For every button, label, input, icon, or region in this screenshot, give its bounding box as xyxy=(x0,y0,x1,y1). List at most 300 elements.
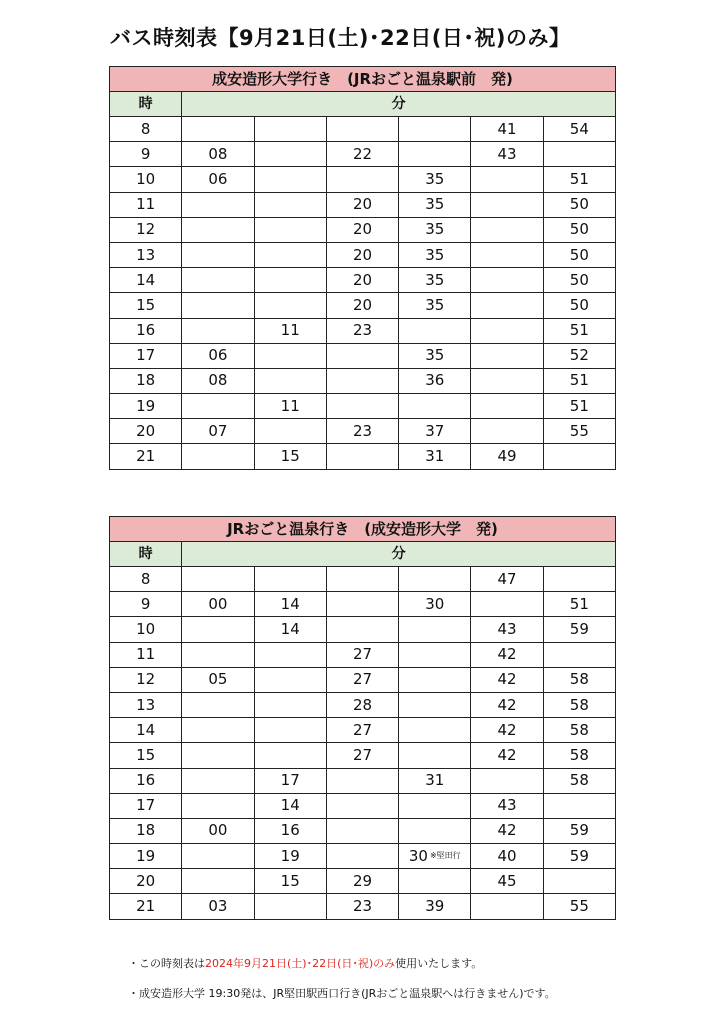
minute-cell xyxy=(326,567,398,592)
departure-minute: 51 xyxy=(569,594,589,613)
departure-minute: 58 xyxy=(569,670,589,689)
hour-cell: 13 xyxy=(110,692,182,717)
minute-cell xyxy=(399,642,471,667)
minute-cell xyxy=(182,667,254,692)
minute-cell xyxy=(254,444,326,469)
minute-cell xyxy=(543,869,615,894)
minute-cell xyxy=(326,318,398,343)
minute-cell xyxy=(471,217,543,242)
minute-cell xyxy=(471,368,543,393)
minute-cell xyxy=(326,293,398,318)
minute-cell xyxy=(182,818,254,843)
departure-minute: 35 xyxy=(425,169,445,188)
departure-minute: 42 xyxy=(497,645,517,664)
hour-cell: 19 xyxy=(110,844,182,869)
minute-cell xyxy=(254,318,326,343)
minute-cell xyxy=(543,567,615,592)
hour-cell: 14 xyxy=(110,268,182,293)
minute-cell xyxy=(254,667,326,692)
minute-cell xyxy=(543,793,615,818)
departure-minute: 08 xyxy=(208,144,228,163)
departure-minute: 42 xyxy=(497,670,517,689)
timetable-row xyxy=(110,692,616,717)
minute-column-header: 分 xyxy=(182,542,616,567)
departure-minute: 28 xyxy=(352,695,373,714)
destination-header: 成安造形大学行き (JRおごと温泉駅前 発) xyxy=(110,67,616,92)
departure-minute: 58 xyxy=(569,771,589,790)
hour-cell: 20 xyxy=(110,419,182,444)
minute-cell xyxy=(543,894,615,919)
hour-cell: 18 xyxy=(110,818,182,843)
minute-cell xyxy=(326,793,398,818)
timetable-to-station xyxy=(109,516,616,920)
minute-cell xyxy=(399,192,471,217)
minute-cell xyxy=(399,592,471,617)
minute-cell xyxy=(254,818,326,843)
departure-minute: 05 xyxy=(208,670,228,689)
minute-cell xyxy=(254,217,326,242)
timetable-row xyxy=(110,394,616,419)
minute-cell xyxy=(471,117,543,142)
departure-minute: 14 xyxy=(280,594,300,613)
timetable-row xyxy=(110,844,616,869)
departure-minute: 47 xyxy=(497,569,517,588)
minute-cell xyxy=(182,394,254,419)
minute-cell xyxy=(326,692,398,717)
minute-cell xyxy=(326,192,398,217)
departure-minute: 51 xyxy=(569,396,589,415)
hour-cell: 17 xyxy=(110,793,182,818)
timetable-row xyxy=(110,894,616,919)
departure-minute: 36 xyxy=(425,371,445,390)
minute-cell xyxy=(471,419,543,444)
minute-cell xyxy=(254,192,326,217)
departure-minute: 41 xyxy=(497,119,517,138)
minute-cell xyxy=(471,768,543,793)
timetable-row xyxy=(110,368,616,393)
minute-cell xyxy=(471,293,543,318)
minute-cell xyxy=(543,217,615,242)
minute-cell xyxy=(182,242,254,267)
minute-cell xyxy=(543,117,615,142)
hour-cell: 8 xyxy=(110,117,182,142)
minute-cell xyxy=(326,268,398,293)
minute-cell xyxy=(543,293,615,318)
hour-cell: 13 xyxy=(110,242,182,267)
minute-cell xyxy=(254,167,326,192)
hour-cell: 11 xyxy=(110,192,182,217)
minute-cell xyxy=(471,592,543,617)
minute-cell xyxy=(399,768,471,793)
timetable-row xyxy=(110,167,616,192)
footnote-prefix: ・この時刻表は xyxy=(128,957,205,970)
departure-minute: 03 xyxy=(208,897,228,916)
minute-cell xyxy=(254,368,326,393)
minute-cell xyxy=(182,617,254,642)
minute-cell xyxy=(399,242,471,267)
minute-cell xyxy=(254,567,326,592)
minute-cell xyxy=(326,217,398,242)
minute-cell xyxy=(399,318,471,343)
departure-minute: 17 xyxy=(280,771,300,790)
departure-minute: 08 xyxy=(208,371,228,390)
minute-cell xyxy=(543,419,615,444)
minute-cell xyxy=(254,142,326,167)
minute-cell xyxy=(182,718,254,743)
minute-cell xyxy=(543,743,615,768)
hour-cell: 12 xyxy=(110,217,182,242)
departure-minute: 27 xyxy=(352,645,373,664)
minute-cell xyxy=(471,343,543,368)
minute-cell xyxy=(543,142,615,167)
minute-cell xyxy=(543,768,615,793)
departure-minute: 54 xyxy=(569,119,589,138)
hour-cell: 15 xyxy=(110,293,182,318)
minute-cell xyxy=(254,343,326,368)
minute-cell xyxy=(399,268,471,293)
destination-row xyxy=(110,67,616,92)
timetable-row xyxy=(110,318,616,343)
timetable-to-university xyxy=(109,66,616,470)
minute-cell xyxy=(471,444,543,469)
column-header-row xyxy=(110,92,616,117)
departure-minute: 50 xyxy=(569,245,589,264)
departure-minute: 30 xyxy=(425,594,445,613)
departure-minute: 51 xyxy=(569,371,589,390)
timetable-row xyxy=(110,444,616,469)
departure-minute: 14 xyxy=(280,796,300,815)
minute-cell xyxy=(399,293,471,318)
departure-minute: 20 xyxy=(352,195,373,214)
departure-minute: 43 xyxy=(497,619,517,638)
departure-minute: 55 xyxy=(569,897,589,916)
departure-minute: 51 xyxy=(569,169,589,188)
minute-cell xyxy=(471,192,543,217)
minute-cell xyxy=(182,419,254,444)
minute-cell xyxy=(326,242,398,267)
timetable-row xyxy=(110,768,616,793)
minute-cell xyxy=(182,142,254,167)
departure-minute: 23 xyxy=(352,897,373,916)
departure-minute: 35 xyxy=(425,220,445,239)
timetable-row xyxy=(110,718,616,743)
minute-cell xyxy=(326,617,398,642)
departure-minute: 29 xyxy=(352,871,373,890)
footnote-highlight-dates: 2024年9月21日(土)･22日(日･祝)のみ xyxy=(205,957,396,970)
departure-minute: 15 xyxy=(280,871,300,890)
departure-minute: 11 xyxy=(280,321,300,340)
hour-cell: 10 xyxy=(110,617,182,642)
minute-cell xyxy=(254,242,326,267)
minute-cell xyxy=(543,192,615,217)
page-title: バス時刻表【9月21日(土)･22日(日･祝)のみ】 xyxy=(110,26,571,50)
hour-cell: 21 xyxy=(110,894,182,919)
departure-minute: 37 xyxy=(425,421,445,440)
minute-cell xyxy=(471,242,543,267)
minute-cell xyxy=(471,394,543,419)
hour-cell: 15 xyxy=(110,743,182,768)
minute-cell xyxy=(543,818,615,843)
timetable-row xyxy=(110,192,616,217)
minute-cell xyxy=(399,869,471,894)
minute-cell xyxy=(326,343,398,368)
minute-cell xyxy=(543,718,615,743)
footnotes xyxy=(128,958,556,1018)
minute-cell xyxy=(399,368,471,393)
hour-cell: 14 xyxy=(110,718,182,743)
minute-cell xyxy=(326,743,398,768)
hour-column-header: 時 xyxy=(110,542,182,567)
hour-cell: 12 xyxy=(110,667,182,692)
minute-cell xyxy=(182,318,254,343)
minute-cell xyxy=(182,368,254,393)
departure-minute: 35 xyxy=(425,195,445,214)
minute-cell xyxy=(399,567,471,592)
minute-cell xyxy=(543,268,615,293)
hour-cell: 9 xyxy=(110,592,182,617)
timetable-row xyxy=(110,293,616,318)
timetable-row xyxy=(110,818,616,843)
minute-cell xyxy=(471,844,543,869)
minute-cell xyxy=(471,894,543,919)
minute-cell xyxy=(543,368,615,393)
minute-cell xyxy=(254,592,326,617)
minute-cell xyxy=(543,592,615,617)
minute-cell xyxy=(471,642,543,667)
minute-cell xyxy=(254,419,326,444)
minute-cell xyxy=(182,692,254,717)
departure-minute: 20 xyxy=(352,295,373,314)
minute-cell xyxy=(326,667,398,692)
timetable-row xyxy=(110,617,616,642)
minute-cell xyxy=(471,318,543,343)
timetable-row xyxy=(110,117,616,142)
minute-cell xyxy=(254,642,326,667)
hour-cell: 8 xyxy=(110,567,182,592)
minute-cell xyxy=(326,718,398,743)
minute-cell xyxy=(326,444,398,469)
minute-cell xyxy=(471,718,543,743)
minute-cell xyxy=(471,818,543,843)
departure-minute: 49 xyxy=(497,447,517,466)
timetable-row xyxy=(110,642,616,667)
minute-cell xyxy=(326,394,398,419)
departure-minute: 27 xyxy=(352,720,373,739)
departure-minute: 11 xyxy=(280,396,300,415)
minute-cell xyxy=(399,617,471,642)
minute-cell xyxy=(254,768,326,793)
minute-cell xyxy=(254,394,326,419)
departure-minute: 35 xyxy=(425,270,445,289)
departure-minute: 50 xyxy=(569,295,589,314)
minute-cell xyxy=(254,894,326,919)
minute-cell xyxy=(182,743,254,768)
minute-cell xyxy=(326,368,398,393)
minute-cell xyxy=(399,419,471,444)
departure-minute: 43 xyxy=(497,144,517,163)
departure-minute: 58 xyxy=(569,695,589,714)
departure-minute: 35 xyxy=(425,245,445,264)
minute-cell xyxy=(254,117,326,142)
departure-minute: 42 xyxy=(497,821,517,840)
departure-minute: 50 xyxy=(569,220,589,239)
minute-cell xyxy=(399,117,471,142)
minute-cell xyxy=(399,667,471,692)
minute-cell xyxy=(471,268,543,293)
departure-minute: 30 xyxy=(408,846,428,865)
minute-cell xyxy=(326,869,398,894)
minute-cell xyxy=(471,567,543,592)
minute-cell xyxy=(182,869,254,894)
timetable-row xyxy=(110,217,616,242)
minute-cell xyxy=(399,444,471,469)
departure-minute: 00 xyxy=(208,594,228,613)
minute-cell xyxy=(543,844,615,869)
minute-cell xyxy=(543,617,615,642)
hour-column-header: 時 xyxy=(110,92,182,117)
minute-cell xyxy=(543,167,615,192)
minute-cell xyxy=(182,793,254,818)
minute-cell xyxy=(471,869,543,894)
minute-cell xyxy=(471,617,543,642)
hour-cell: 16 xyxy=(110,318,182,343)
minute-cell xyxy=(399,692,471,717)
minute-cell xyxy=(254,718,326,743)
minute-cell xyxy=(326,844,398,869)
departure-minute: 23 xyxy=(352,321,373,340)
minute-cell xyxy=(182,444,254,469)
departure-minute: 42 xyxy=(497,695,517,714)
departure-minute: 23 xyxy=(352,421,373,440)
minute-cell xyxy=(471,167,543,192)
minute-cell xyxy=(326,592,398,617)
timetable-row xyxy=(110,592,616,617)
minute-cell xyxy=(254,268,326,293)
minute-cell xyxy=(471,793,543,818)
timetable-row xyxy=(110,567,616,592)
departure-minute: 20 xyxy=(352,220,373,239)
footnote-route-exception: ・成安造形大学 19:30発は、JR堅田駅西口行き(JRおごと温泉駅へは行きません)です。 xyxy=(128,987,556,1000)
minute-cell xyxy=(182,844,254,869)
minute-cell xyxy=(399,844,471,869)
timetable-row xyxy=(110,268,616,293)
minute-cell xyxy=(399,343,471,368)
departure-minute: 27 xyxy=(352,745,373,764)
minute-cell xyxy=(471,743,543,768)
minute-cell xyxy=(182,768,254,793)
minute-cell xyxy=(254,692,326,717)
departure-minute: 42 xyxy=(497,745,517,764)
minute-column-header: 分 xyxy=(182,92,616,117)
departure-minute: 42 xyxy=(497,720,517,739)
timetable-row xyxy=(110,242,616,267)
timetable-row xyxy=(110,667,616,692)
minute-cell xyxy=(543,343,615,368)
departure-minute: 35 xyxy=(425,346,445,365)
minute-cell xyxy=(182,293,254,318)
minute-cell xyxy=(254,293,326,318)
footnote-usage-dates xyxy=(128,958,556,988)
hour-cell: 20 xyxy=(110,869,182,894)
timetable-row xyxy=(110,743,616,768)
minute-cell xyxy=(399,167,471,192)
departure-minute: 06 xyxy=(208,346,228,365)
departure-minute: 35 xyxy=(425,295,445,314)
departure-minute: 58 xyxy=(569,720,589,739)
minute-cell xyxy=(471,142,543,167)
destination-header: JRおごと温泉行き (成安造形大学 発) xyxy=(110,517,616,542)
minute-cell xyxy=(182,167,254,192)
departure-minute: 51 xyxy=(569,321,589,340)
column-header-row xyxy=(110,542,616,567)
minute-cell xyxy=(182,894,254,919)
minute-cell xyxy=(543,242,615,267)
minute-cell xyxy=(182,592,254,617)
minute-cell xyxy=(471,692,543,717)
timetable-row xyxy=(110,869,616,894)
departure-minute: 27 xyxy=(352,670,373,689)
minute-cell xyxy=(254,793,326,818)
minute-cell xyxy=(182,117,254,142)
departure-minute: 55 xyxy=(569,421,589,440)
departure-minute: 31 xyxy=(425,447,445,466)
timetable-row xyxy=(110,793,616,818)
minute-cell xyxy=(254,617,326,642)
minute-cell xyxy=(326,768,398,793)
departure-minute: 50 xyxy=(569,270,589,289)
minute-cell xyxy=(326,167,398,192)
minute-cell xyxy=(182,268,254,293)
departure-minute: 15 xyxy=(280,447,300,466)
minute-cell xyxy=(326,117,398,142)
minute-cell xyxy=(254,844,326,869)
departure-minute: 45 xyxy=(497,871,517,890)
minute-cell xyxy=(182,343,254,368)
hour-cell: 9 xyxy=(110,142,182,167)
minute-cell xyxy=(543,444,615,469)
minute-cell xyxy=(543,692,615,717)
minute-cell xyxy=(399,894,471,919)
minute-cell xyxy=(326,142,398,167)
hour-cell: 18 xyxy=(110,368,182,393)
timetable-row xyxy=(110,419,616,444)
minute-cell xyxy=(182,217,254,242)
minute-cell xyxy=(326,894,398,919)
departure-minute: 40 xyxy=(497,846,517,865)
hour-cell: 16 xyxy=(110,768,182,793)
minute-cell xyxy=(182,567,254,592)
departure-minute: 59 xyxy=(569,846,589,865)
destination-row xyxy=(110,517,616,542)
departure-minute: 06 xyxy=(208,169,228,188)
footnote-suffix: 使用いたします。 xyxy=(395,957,483,970)
minute-cell xyxy=(254,743,326,768)
minute-cell xyxy=(182,192,254,217)
departure-minute: 50 xyxy=(569,195,589,214)
minute-cell xyxy=(326,642,398,667)
departure-minute: 14 xyxy=(280,619,300,638)
hour-cell: 17 xyxy=(110,343,182,368)
timetable-row xyxy=(110,142,616,167)
minute-cell xyxy=(399,793,471,818)
departure-minute: 59 xyxy=(569,821,589,840)
minute-cell xyxy=(471,667,543,692)
departure-minute: 20 xyxy=(352,245,373,264)
departure-minute: 00 xyxy=(208,821,228,840)
departure-minute: 31 xyxy=(425,771,445,790)
departure-minute: 59 xyxy=(569,619,589,638)
minute-cell xyxy=(399,818,471,843)
